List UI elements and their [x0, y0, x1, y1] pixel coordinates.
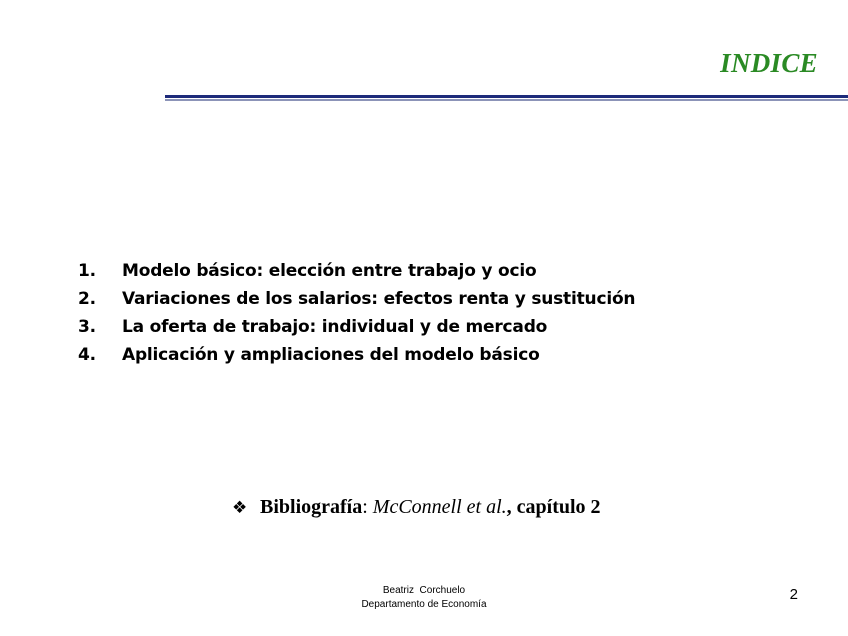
table-of-contents: [78, 257, 635, 369]
slide-footer: [300, 584, 548, 612]
toc-item-number: 4.: [78, 345, 96, 365]
bibliography-label: Bibliografía: [260, 496, 363, 518]
bibliography-separator: :: [362, 496, 373, 518]
footer-department: Departamento de Economía: [361, 599, 487, 610]
toc-item-label: Modelo básico: elección entre trabajo y ocio: [122, 261, 537, 281]
bibliography-note: [232, 496, 601, 519]
toc-item-label: Variaciones de los salarios: efectos renta y sustitución: [122, 289, 636, 309]
toc-item-number: 3.: [78, 317, 96, 337]
slide-title: INDICE: [720, 48, 818, 78]
toc-item-number: 2.: [78, 289, 96, 309]
bibliography-authors: McConnell et al.: [372, 496, 507, 518]
toc-item-label: Aplicación y ampliaciones del modelo básico: [122, 345, 540, 365]
toc-item: [78, 313, 635, 341]
toc-item: [78, 341, 635, 369]
page-number: 2: [789, 586, 798, 603]
bibliography-chapter: , capítulo 2: [506, 496, 601, 518]
title-divider-shadow: [165, 99, 848, 101]
toc-item: [78, 285, 635, 313]
toc-item-number: 1.: [78, 261, 96, 281]
footer-author: Beatriz Corchuelo: [382, 585, 466, 596]
diamond-bullet-icon: ❖: [232, 498, 248, 518]
toc-item: [78, 257, 635, 285]
toc-item-label: La oferta de trabajo: individual y de mercado: [122, 317, 548, 337]
title-divider-line: [165, 95, 848, 98]
